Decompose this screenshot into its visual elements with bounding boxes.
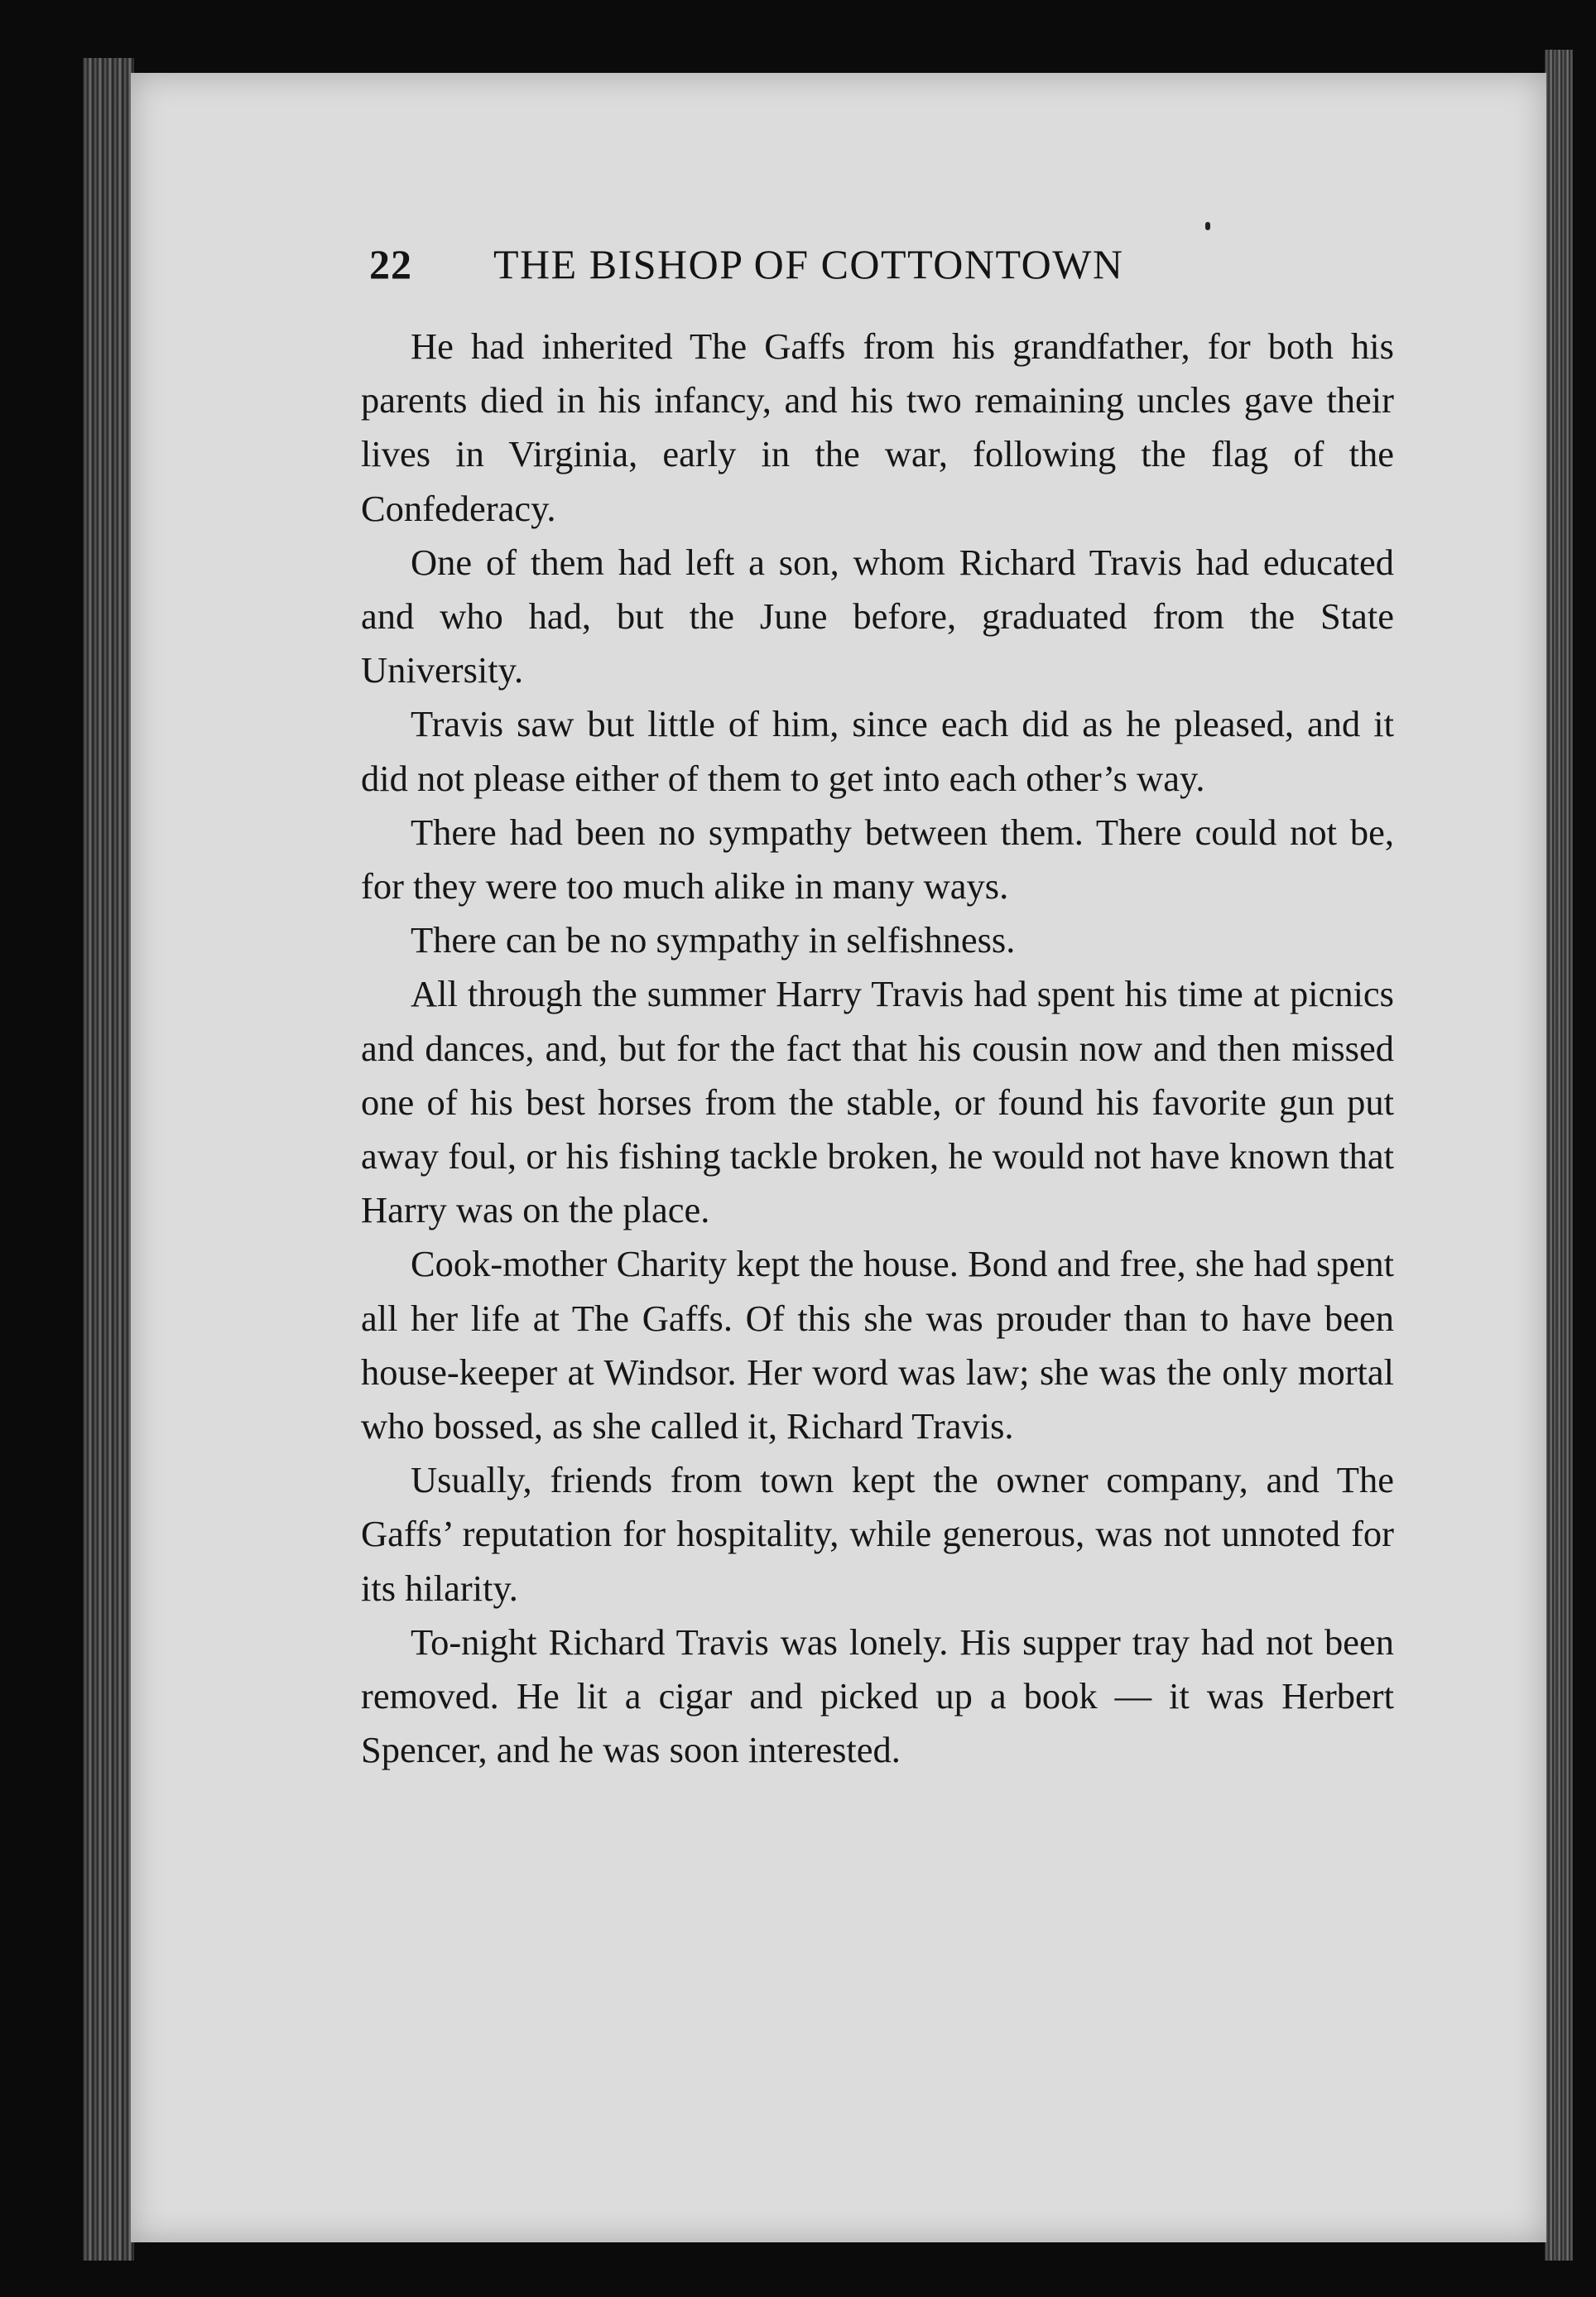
ink-speck bbox=[1205, 222, 1210, 230]
page-stack-edge bbox=[1545, 50, 1573, 2261]
paragraph: There had been no sympathy between them. There could not be, for they were too much alike in many ways. bbox=[361, 811, 1394, 908]
paragraph: To-night Richard Travis was lonely. His supper tray had not been removed. He lit a cigar and picked up a book — it was Herbert Spencer, and he was soon interested. bbox=[361, 1620, 1394, 1771]
running-title: THE BISHOP OF COTTONTOWN bbox=[493, 241, 1124, 287]
body-text bbox=[361, 320, 1394, 1777]
paragraph: Usually, friends from town kept the owner company, and The Gaffs’ reputation for hospitality, while generous, was not unnoted for its hilarity. bbox=[361, 1459, 1394, 1609]
book-spine-edge bbox=[83, 58, 134, 2261]
paragraph: Travis saw but little of him, since each did as he pleased, and it did not please either of them to get into each other’s way. bbox=[361, 703, 1394, 799]
paragraph: All through the summer Harry Travis had spent his time at picnics and dances, and, but for the fact that his cousin now and then missed one of his best horses from the stable, or found his favorite gun put away foul, or his fishing tackle broken, he would not have known that Harry was on the place. bbox=[361, 973, 1394, 1231]
page-number: 22 bbox=[369, 241, 412, 287]
running-header bbox=[369, 240, 1255, 288]
paragraph: Cook-mother Charity kept the house. Bond and free, she had spent all her life at The Gaffs. Of this she was prouder than to have been house-keeper at Windsor. Her word was law; she was the only mortal who bossed, as she called it, Richard Travis. bbox=[361, 1243, 1394, 1447]
paragraph: One of them had left a son, whom Richard Travis had educated and who had, but the June before, graduated from the State University. bbox=[361, 541, 1394, 691]
paragraph: There can be no sympathy in selfishness. bbox=[411, 919, 1016, 961]
paragraph: He had inherited The Gaffs from his grandfather, for both his parents died in his infancy, and his two remaining uncles gave their lives in Virginia, early in the war, following the flag of the Confederacy. bbox=[361, 325, 1394, 529]
